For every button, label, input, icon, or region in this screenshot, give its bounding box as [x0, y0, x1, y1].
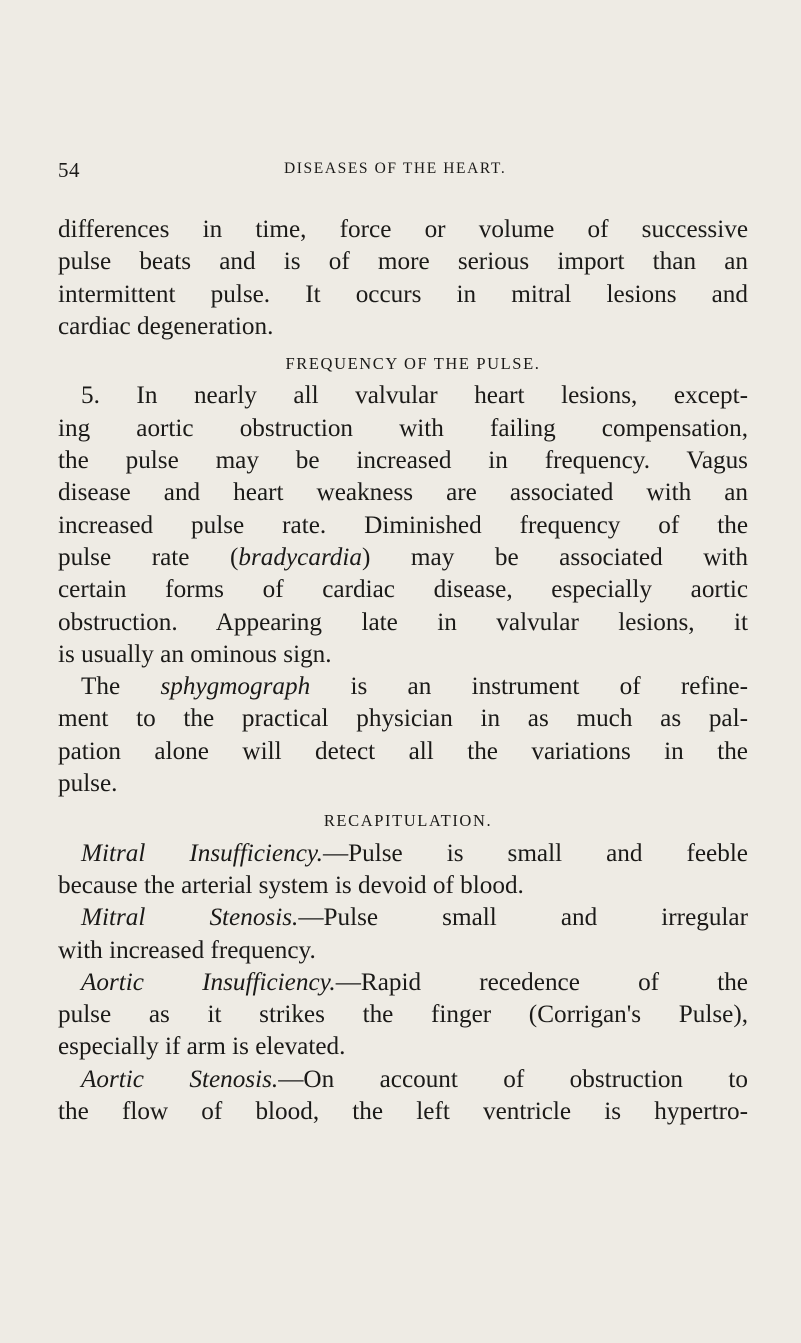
text-line: [58, 967, 748, 999]
intro-paragraph: [58, 214, 748, 343]
text-segment: ) may be associated with: [362, 543, 748, 571]
italic-term: Mitral Insufficiency.: [81, 839, 323, 867]
text-line: ment to the practical physician in as much as pal-: [58, 705, 748, 733]
text-segment: —On account of obstruction to: [278, 1065, 748, 1093]
text-line: ing aortic obstruction with failing compensation,: [58, 414, 748, 442]
text-segment: The: [81, 673, 161, 701]
text-line: increased pulse rate. Diminished frequency of the: [58, 511, 748, 539]
paragraph-5: [58, 380, 748, 671]
text-line: [58, 838, 748, 870]
text-line: differences in time, force or volume of successive: [58, 216, 748, 243]
text-line: the pulse may be increased in frequency. Vagus: [58, 447, 748, 475]
text-line: [58, 671, 748, 703]
text-line: with increased frequency.: [58, 936, 316, 964]
text-line: cardiac degeneration.: [58, 312, 274, 340]
text-line: because the arterial system is devoid of blood.: [58, 871, 524, 899]
italic-term: Mitral Stenosis.: [81, 904, 299, 932]
text-segment: pulse rate (: [58, 543, 239, 571]
section-heading-recapitulation: RECAPITULATION.: [323, 811, 493, 831]
text-line: is usually an ominous sign.: [58, 640, 332, 668]
italic-term: Aortic Insufficiency.: [81, 968, 336, 996]
text-segment: —Pulse is small and feeble: [322, 839, 748, 867]
page-number: 54: [58, 158, 80, 182]
text-line: [58, 542, 748, 574]
body-text: [58, 214, 748, 1128]
text-line: pation alone will detect all the variations in the: [58, 737, 748, 765]
recap-mitral-insufficiency: [58, 838, 748, 903]
text-line: 5. In nearly all valvular heart lesions, except-: [81, 382, 748, 410]
text-line: pulse.: [58, 770, 118, 798]
running-title: DISEASES OF THE HEART.: [284, 160, 507, 177]
text-line: pulse as it strikes the finger (Corrigan's Pulse),: [58, 1001, 748, 1029]
recap-aortic-stenosis: [58, 1064, 748, 1129]
text-segment: —Pulse small and irregular: [298, 904, 748, 932]
paragraph-sphygmograph: [58, 671, 748, 800]
text-line: pulse beats and is of more serious import than an: [58, 248, 748, 276]
italic-term-sphygmograph: sphygmograph: [160, 673, 311, 701]
text-segment: is an instrument of refine-: [310, 673, 748, 701]
text-line: intermittent pulse. It occurs in mitral lesions and: [58, 280, 748, 308]
recap-mitral-stenosis: [58, 902, 748, 967]
text-line: disease and heart weakness are associated with an: [58, 479, 748, 507]
section-heading-frequency: FREQUENCY OF THE PULSE.: [285, 354, 541, 374]
text-line: certain forms of cardiac disease, especially aortic: [58, 576, 748, 604]
recap-aortic-insufficiency: [58, 967, 748, 1064]
text-line: especially if arm is elevated.: [58, 1033, 346, 1061]
text-line: [58, 1064, 748, 1096]
text-line: obstruction. Appearing late in valvular lesions, it: [58, 608, 748, 636]
italic-term: Aortic Stenosis.: [81, 1065, 279, 1093]
text-segment: —Rapid recedence of the: [335, 968, 748, 996]
text-line: [58, 902, 748, 934]
italic-term-bradycardia: bradycardia: [238, 543, 362, 571]
text-line: the flow of blood, the left ventricle is hypertro-: [58, 1098, 748, 1126]
running-head: [58, 158, 748, 188]
